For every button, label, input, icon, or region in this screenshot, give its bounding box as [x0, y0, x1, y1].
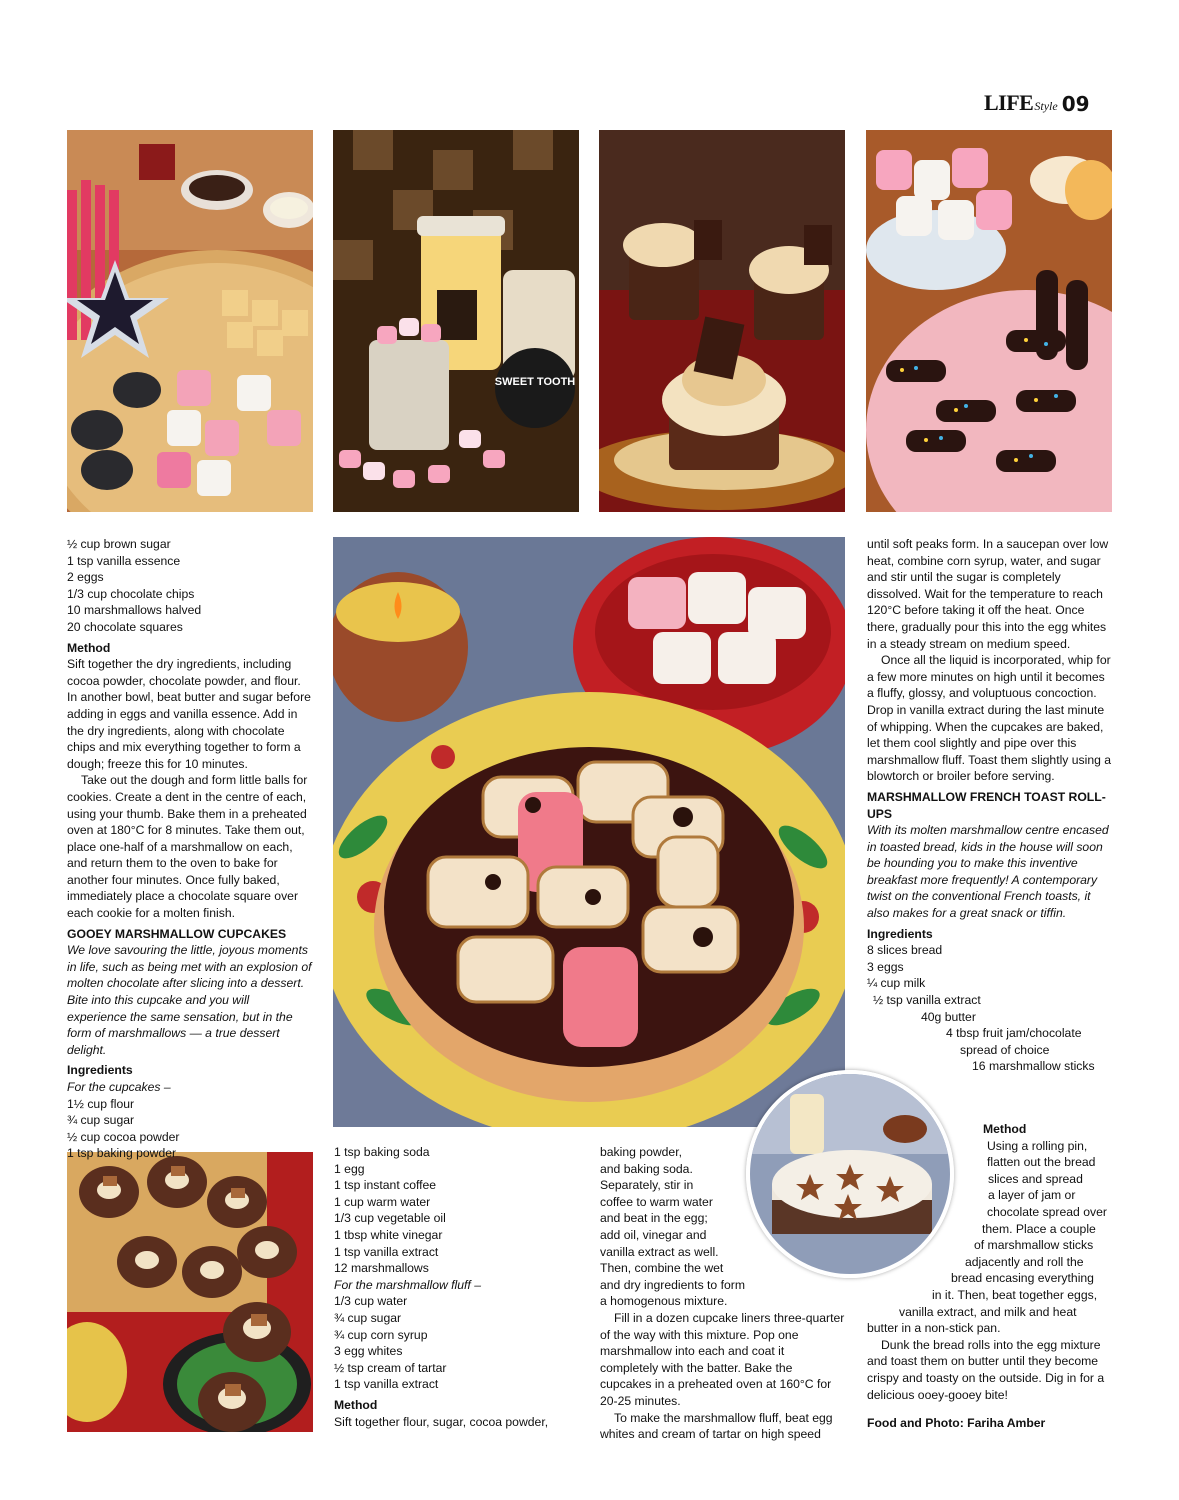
column-4	[867, 536, 1112, 1075]
masthead	[984, 86, 1090, 116]
ingredient-line: spread of choice	[960, 1042, 1050, 1057]
ingredient-line: 1 tbsp white vinegar	[334, 1227, 443, 1242]
column-4-method	[867, 1121, 1112, 1432]
jar-label: SWEET TOOTH	[494, 376, 576, 388]
method-heading: Method	[983, 1122, 1027, 1136]
subheading-fluff: For the marshmallow fluff –	[334, 1277, 481, 1292]
method-line: Using a rolling pin,	[987, 1138, 1088, 1153]
ingredient-line: 3 egg whites	[334, 1344, 403, 1359]
ingredient-line: 1 tsp instant coffee	[334, 1178, 437, 1193]
ingredient-line: 4 tbsp fruit jam/chocolate	[946, 1026, 1082, 1041]
ingredient-line: ½ cup brown sugar	[67, 537, 171, 551]
ingredient-line: ½ tsp vanilla extract	[873, 993, 981, 1008]
method-paragraph: To make the marshmallow fluff, beat egg whites and cream of tartar on high speed	[600, 1410, 833, 1442]
method-heading: Method	[334, 1397, 378, 1412]
method-line: baking powder,	[600, 1145, 682, 1159]
photo-marshmallow-sticks	[866, 130, 1112, 512]
method-line: a layer of jam or	[988, 1188, 1076, 1203]
ingredient-line: 1 tsp vanilla extract	[334, 1244, 439, 1259]
section-title-french-toast: MARSHMALLOW FRENCH TOAST ROLL-UPS	[867, 789, 1106, 821]
ingredient-line: ¼ cup milk	[867, 976, 926, 991]
photo-credit: Food and Photo: Fariha Amber	[867, 1416, 1046, 1431]
column-3	[600, 1144, 845, 1443]
method-line: and beat in the egg;	[600, 1211, 708, 1226]
method-heading: Method	[67, 640, 111, 655]
method-line: coffee to warm water	[600, 1194, 713, 1209]
subheading-cupcakes: For the cupcakes –	[67, 1080, 171, 1094]
ingredient-line: 2 eggs	[67, 570, 104, 585]
masthead-brand: LIFE	[984, 90, 1034, 115]
ingredient-line: 1 tsp baking powder	[67, 1146, 177, 1161]
ingredient-line: 1½ cup flour	[67, 1096, 135, 1111]
method-line: add oil, vinegar and	[600, 1227, 707, 1242]
method-paragraph: Fill in a dozen cupcake liners three-quarter of the way with this mixture. Pop one marshmallow into each and coat it completely with the batter. Bake the cupcakes in a preheated oven at 160°C for 20-25 minutes.	[600, 1310, 845, 1408]
ingredients-heading: Ingredients	[867, 926, 933, 941]
ingredient-line: 1/3 cup chocolate chips	[67, 586, 195, 601]
method-line: them. Place a couple	[982, 1221, 1096, 1236]
method-line: butter in a non-stick pan.	[867, 1321, 1001, 1336]
method-line: and baking soda.	[600, 1161, 693, 1176]
ingredient-line: 8 slices bread	[867, 943, 943, 958]
ingredient-line: 1/3 cup water	[334, 1294, 408, 1309]
column-2	[334, 1144, 584, 1430]
ingredient-line: ¾ cup sugar	[67, 1113, 135, 1128]
page-number: 09	[1061, 92, 1090, 116]
method-line: Sift together flour, sugar, cocoa powder,	[334, 1414, 549, 1429]
ingredient-line: 1 tsp vanilla extract	[334, 1377, 439, 1392]
method-line: adjacently and roll the	[965, 1254, 1084, 1269]
section-intro: We love savouring the little, joyous moments in life, such as being met with an explosion of molten chocolate after slicing into a dessert. Bite into this cupcake and you will experience the same sensation, but in the form of marshmallows — a true dessert delight.	[67, 943, 312, 1057]
method-line: flatten out the bread	[987, 1155, 1096, 1170]
ingredient-line: 40g butter	[921, 1009, 976, 1024]
method-paragraph: Take out the dough and form little balls for cookies. Create a dent in the centre of each, using your thumb. Bake them in a preheated oven at 180°C for 8 minutes. Take them out, place one-half of a marshmallow on each, and return them to the oven to bake for another four minutes. Once fully baked, immediately place a chocolate square over each cookie for a molten finish.	[67, 773, 308, 921]
photo-smores-pizza	[333, 537, 845, 1127]
ingredient-line: 1 tsp vanilla essence	[67, 553, 181, 568]
method-line: Then, combine the wet	[600, 1261, 724, 1276]
masthead-sub: Style	[1034, 99, 1058, 113]
ingredient-line: 12 marshmallows	[334, 1261, 429, 1276]
method-line: in it. Then, beat together eggs,	[932, 1287, 1098, 1302]
ingredient-line: ¾ cup corn syrup	[334, 1327, 428, 1342]
ingredient-line: 1 tsp baking soda	[334, 1145, 430, 1159]
method-line: a homogenous mixture.	[600, 1294, 728, 1309]
method-line: Separately, stir in	[600, 1178, 694, 1193]
ingredients-heading: Ingredients	[67, 1063, 133, 1078]
ingredient-line: ½ tsp cream of tartar	[334, 1360, 447, 1375]
method-paragraph: Dunk the bread rolls into the egg mixture and toast them on butter until they become crispy and toasty on the outside. Dig in for a delicious ooey-gooey bite!	[867, 1337, 1105, 1402]
section-title-cupcakes: GOOEY MARSHMALLOW CUPCAKES	[67, 926, 287, 941]
method-paragraph: Once all the liquid is incorporated, whip for a few more minutes on high until it becomes a fluffy, glossy, and voluptuous concoction. Drop in vanilla extract during the last minute of whipping. When the cupcakes are baked, let them cool slightly and pipe over this marshmallow fluff. Toast them slightly using a blowtorch or broiler before serving.	[867, 653, 1112, 784]
method-line: vanilla extract, and milk and heat	[899, 1304, 1077, 1319]
ingredient-line: 10 marshmallows halved	[67, 603, 202, 618]
method-line: of marshmallow sticks	[974, 1238, 1094, 1253]
method-line: slices and spread	[988, 1171, 1083, 1186]
method-paragraph: Sift together the dry ingredients, including cocoa powder, chocolate powder, and flour. In another bowl, beat butter and sugar before adding in eggs and vanilla essence. Add in the dry ingredients, along with chocolate chips and mix everything together to form a dough; freeze this for 10 minutes.	[67, 657, 311, 771]
method-line: and dry ingredients to form	[600, 1277, 745, 1292]
photo-dessert-board	[67, 130, 313, 512]
method-paragraph: until soft peaks form. In a saucepan over low heat, combine corn syrup, water, and sugar and stir until the sugar is completely dissolved. Wait for the temperature to reach 120°C before taking it off the heat. Once there, gradually pour this into the egg whites in a steady stream on medium speed.	[867, 537, 1109, 651]
ingredient-line: 1/3 cup vegetable oil	[334, 1211, 446, 1226]
ingredient-line: 1 egg	[334, 1161, 365, 1176]
ingredient-line: 20 chocolate squares	[67, 619, 183, 634]
method-line: bread encasing everything	[951, 1271, 1094, 1286]
section-intro: With its molten marshmallow centre encased in toasted bread, kids in the house will soon be hounding you to make this inventive breakfast more frequently! A contemporary twist on the conventional French toasts, it also makes for a great snack or tiffin.	[867, 823, 1109, 921]
photo-cupcakes	[599, 130, 845, 512]
ingredient-line: 3 eggs	[867, 959, 904, 974]
method-line: chocolate spread over	[987, 1204, 1107, 1219]
photo-marshmallow-jars	[333, 130, 579, 512]
ingredient-line: ¾ cup sugar	[334, 1310, 402, 1325]
ingredient-line: ½ cup cocoa powder	[67, 1129, 180, 1144]
ingredient-line: 16 marshmallow sticks	[972, 1059, 1095, 1074]
method-line: vanilla extract as well.	[600, 1244, 719, 1259]
photo-cookies	[67, 1152, 313, 1432]
column-1	[67, 536, 312, 1162]
ingredient-line: 1 cup warm water	[334, 1194, 431, 1209]
